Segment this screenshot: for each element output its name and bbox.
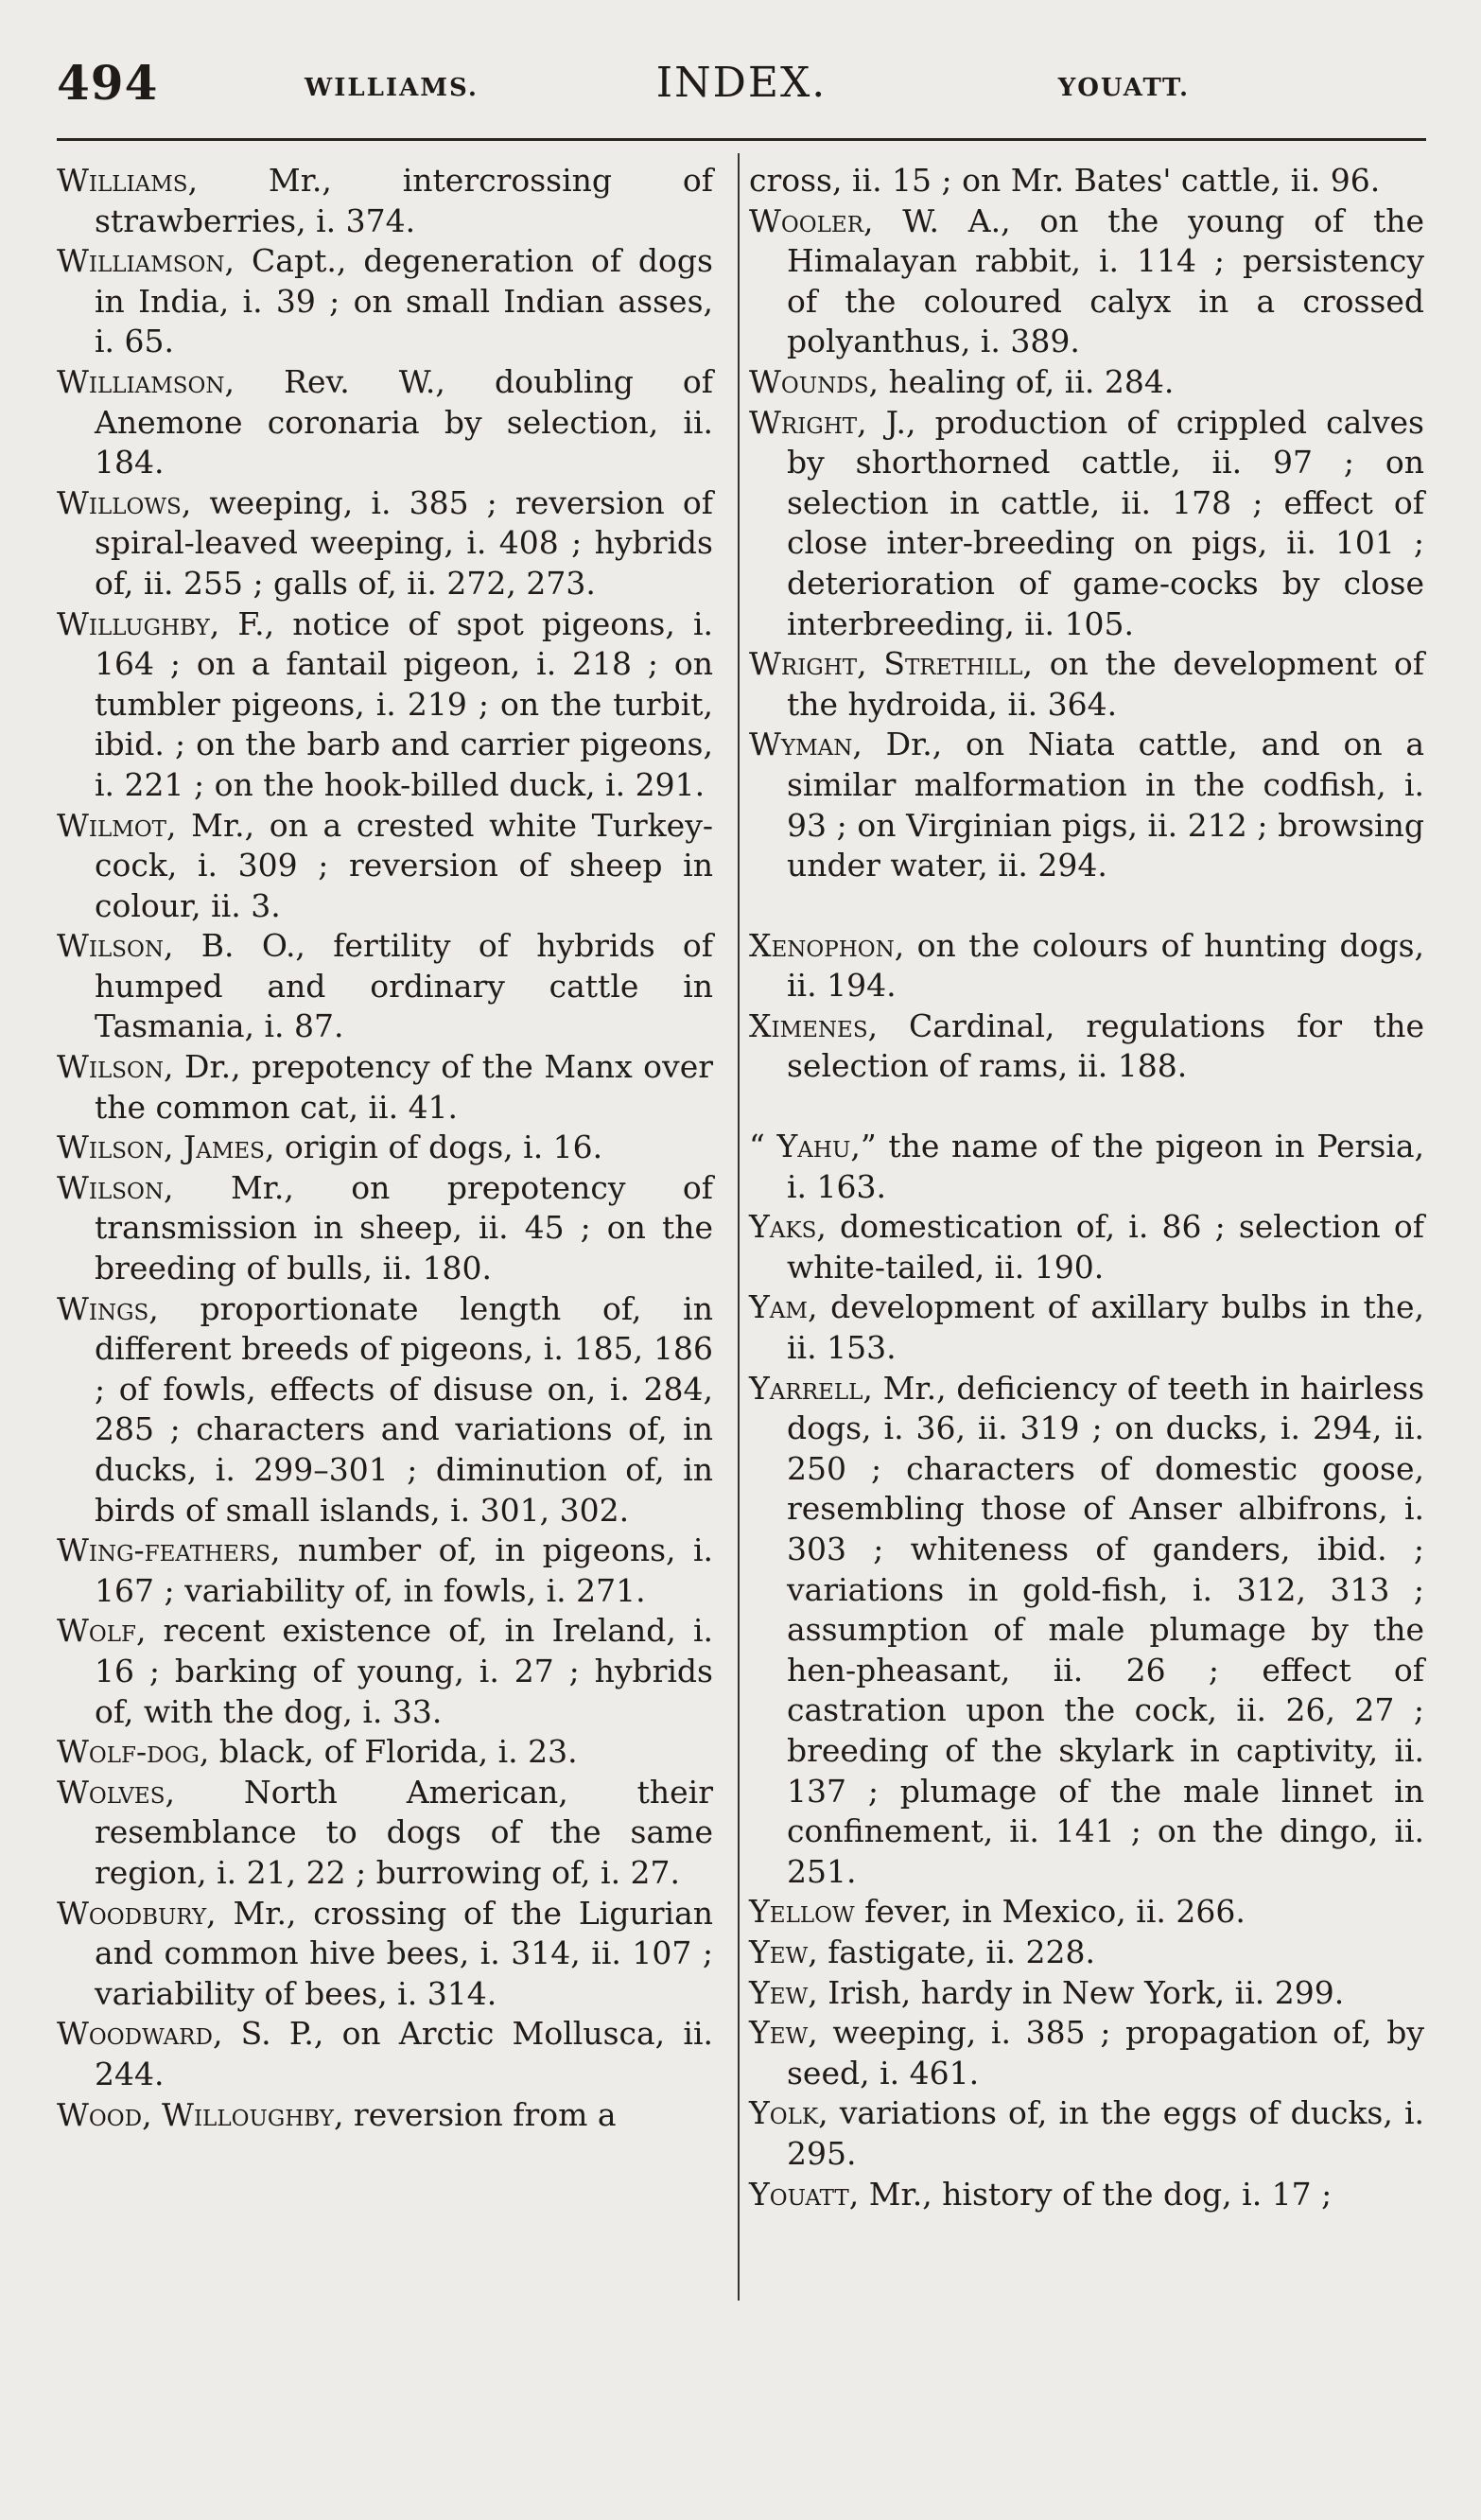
index-entry xyxy=(749,2013,1424,2093)
index-entry-heading: Williamson xyxy=(57,362,225,400)
index-entry-text: , Mr., history of the dog, i. 17 ; xyxy=(848,2175,1333,2213)
index-entry xyxy=(57,806,713,927)
index-entry-heading: “ Yahu,” xyxy=(749,1128,877,1165)
index-entry-heading: Yam xyxy=(749,1288,808,1326)
index-entry-text: , Mr., intercrossing of strawberries, i. 374. xyxy=(95,162,713,239)
left-column xyxy=(57,161,713,2135)
index-entry-text: , Capt., degeneration of dogs in India, i. 39 ; on small Indian asses, i. 65. xyxy=(95,242,713,360)
index-entry-text: , F., notice of spot pigeons, i. 164 ; on a fantail pigeon, i. 218 ; on tumbler pigeons, i. 219 ; on the turbit, ibid. ; on the barb and carrier pigeons, i. 221 ; on the hook-billed duck, i. 291. xyxy=(95,604,713,803)
index-entry-text: , North American, their resemblance to dogs of the same region, i. 21, 22 ; burrowing of, i. 27. xyxy=(95,1773,713,1891)
index-entry-text: , on the colours of hunting dogs, ii. 194. xyxy=(787,926,1424,1005)
index-entry xyxy=(749,1207,1424,1287)
index-entry-text: , Mr., on prepotency of transmission in sheep, ii. 45 ; on the breeding of bulls, ii. 180. xyxy=(95,1168,713,1287)
index-entry-heading: Wilson xyxy=(57,927,165,965)
index-entry xyxy=(57,604,713,806)
index-entry-heading: Yaks xyxy=(749,1208,817,1246)
index-entry-heading: Wolf xyxy=(57,1612,137,1650)
index-entry-text: , number of, in pigeons, i. 167 ; variability of, in fowls, i. 271. xyxy=(95,1531,713,1609)
index-entry-heading: Yew xyxy=(749,2014,809,2052)
index-entry-text: , on the development of the hydroida, ii. 364. xyxy=(787,645,1424,723)
index-entry xyxy=(749,362,1424,403)
index-entry-text: , Rev. W., doubling of Anemone coronaria by selection, ii. 184. xyxy=(95,362,713,481)
index-entry xyxy=(57,1128,713,1168)
index-entry xyxy=(749,1892,1424,1933)
index-entry-text: , origin of dogs, i. 16. xyxy=(264,1129,603,1166)
index-entry xyxy=(749,1933,1424,1973)
index-entry-text: , reversion from a xyxy=(333,2095,617,2133)
header-rule xyxy=(57,138,1426,141)
right-column xyxy=(749,161,1424,2214)
index-entry xyxy=(57,1894,713,2015)
index-entry-heading: Wright, Strethill xyxy=(749,645,1023,683)
section-gap xyxy=(749,886,1424,926)
index-entry xyxy=(57,483,713,604)
index-entry-heading: Wing-feathers xyxy=(57,1531,271,1569)
index-entry-heading: Williamson xyxy=(57,242,225,280)
index-entry-text: , B. O., fertility of hybrids of humped and ordinary cattle in Tasmania, i. 87. xyxy=(95,927,713,1045)
index-entry xyxy=(57,1168,713,1289)
index-entry xyxy=(57,926,713,1047)
index-entry-heading: Wood, Willoughby xyxy=(57,2095,334,2133)
index-entry xyxy=(57,161,713,241)
index-entry-text: , fastigate, ii. 228. xyxy=(808,1933,1095,1970)
index-entry-text: , variations of, in the eggs of ducks, i. 295. xyxy=(787,2094,1424,2172)
index-entry xyxy=(57,2014,713,2094)
index-entry-heading: Wilson, James xyxy=(57,1129,265,1166)
index-entry-heading: Xenophon xyxy=(749,926,895,964)
index-entry-heading: Wounds xyxy=(749,362,869,400)
index-entry xyxy=(749,1369,1424,1893)
index-entry xyxy=(749,725,1424,885)
index-entry xyxy=(57,362,713,483)
index-entry-text: , Dr., prepotency of the Manx over the common cat, ii. 41. xyxy=(95,1048,713,1126)
index-entry-text: , black, of Florida, i. 23. xyxy=(199,1733,578,1771)
index-entry xyxy=(57,1732,713,1773)
index-entry-heading: Willughby xyxy=(57,604,210,642)
index-entry-heading: Willows xyxy=(57,483,182,521)
index-entry xyxy=(749,201,1424,362)
index-entry xyxy=(57,241,713,362)
index-entry-heading: Wings xyxy=(57,1289,149,1327)
index-entry xyxy=(57,1531,713,1611)
index-entry xyxy=(57,1773,713,1894)
index-entry xyxy=(749,1287,1424,1368)
index-entry-text: , Mr., crossing of the Ligurian and common hive bees, i. 314, ii. 107 ; variability of bees, i. 314. xyxy=(95,1894,713,2012)
index-entry-text: , Cardinal, regulations for the selection of rams, ii. 188. xyxy=(787,1006,1424,1085)
index-entry xyxy=(749,161,1424,201)
index-entry-text: , weeping, i. 385 ; propagation of, by seed, i. 461. xyxy=(787,2014,1424,2091)
index-entry xyxy=(749,403,1424,645)
index-entry-heading: Wolf-dog xyxy=(57,1733,200,1771)
index-entry-heading: Yellow xyxy=(749,1893,855,1931)
index-entry-heading: Yarrell xyxy=(749,1369,863,1407)
index-entry-heading: Wolves xyxy=(57,1773,166,1811)
page-header xyxy=(57,55,1426,121)
index-entry-text: , S. P., on Arctic Mollusca, ii. 244. xyxy=(95,2015,713,2092)
index-entry-text: , Irish, hardy in New York, ii. 299. xyxy=(808,1973,1345,2011)
index-entry-heading: Wyman xyxy=(749,726,853,763)
index-entry-heading: Wilson xyxy=(57,1168,165,1206)
index-entry-text: , healing of, ii. 284. xyxy=(868,362,1175,400)
index-entry-heading: Wooler xyxy=(749,201,864,239)
index-entry-text: , J., production of crippled calves by shorthorned cattle, ii. 97 ; on selection in cattle, ii. 178 ; effect of close inter-breeding on pigs, ii. 101 ; deterioration of game-cocks by close interbreeding, ii. 105. xyxy=(787,403,1424,642)
index-entry xyxy=(57,1611,713,1732)
index-entry-heading: Wright xyxy=(749,403,858,441)
index-entry-text: , recent existence of, in Ireland, i. 16 ; barking of young, i. 27 ; hybrids of, with the dog, i. 33. xyxy=(95,1612,713,1730)
index-entry xyxy=(749,1006,1424,1087)
running-head-left: WILLIAMS. xyxy=(305,74,479,102)
index-entry-text: the name of the pigeon in Persia, i. 163. xyxy=(787,1128,1424,1205)
column-divider xyxy=(738,153,740,2301)
index-entry xyxy=(749,1973,1424,2014)
index-entry-heading: Williams xyxy=(57,162,188,199)
index-entry xyxy=(749,644,1424,725)
index-entry-heading: Woodbury xyxy=(57,1894,207,1932)
index-entry-text: , development of axillary bulbs in the, ii. 153. xyxy=(787,1288,1424,1367)
index-entry xyxy=(749,926,1424,1006)
index-entry-heading: Yew xyxy=(749,1973,809,2011)
index-entry xyxy=(749,2093,1424,2174)
index-entry-text: , Mr., deficiency of teeth in hairless dogs, i. 36, ii. 319 ; on ducks, i. 294, ii. 250 ; characters of domestic goose, resembling those of Anser albifrons, i. 303 ; whiteness of ganders, ibid. ; variations in gold-fish, i. 312, 313 ; assumption of male plumage by the hen-pheasant, ii. 26 ; effect of castration upon the cock, ii. 26, 27 ; breeding of the skylark in captivity, ii. 137 ; plumage of the male linnet in confinement, ii. 141 ; on the dingo, ii. 251. xyxy=(787,1369,1424,1890)
index-entry-text: , W. A., on the young of the Himalayan rabbit, i. 114 ; persistency of the coloured calyx in a crossed polyanthus, i. 389. xyxy=(787,201,1424,360)
index-entry-heading: Ximenes xyxy=(749,1006,868,1044)
index-entry-heading: Yolk xyxy=(749,2094,819,2132)
index-entry-text: , domestication of, i. 86 ; selection of white-tailed, ii. 190. xyxy=(787,1208,1424,1286)
index-entry-text: , Mr., on a crested white Turkey-cock, i. 309 ; reversion of sheep in colour, ii. 3. xyxy=(95,806,713,924)
index-entry-heading: Wilmot xyxy=(57,806,167,844)
index-entry xyxy=(57,1047,713,1128)
index-entry xyxy=(57,2095,713,2136)
index-entry-heading: Woodward xyxy=(57,2015,213,2053)
index-entry-heading: Youatt xyxy=(749,2175,849,2213)
index-entry-heading: Yew xyxy=(749,1933,809,1970)
running-head-title: INDEX. xyxy=(655,59,828,107)
index-entry xyxy=(57,1289,713,1531)
index-entry-text: cross, ii. 15 ; on Mr. Bates' cattle, ii. 96. xyxy=(749,162,1381,199)
section-gap xyxy=(749,1087,1424,1127)
running-head-right: YOUATT. xyxy=(1057,74,1190,102)
index-entry-heading: Wilson xyxy=(57,1048,165,1086)
index-entry-text: , weeping, i. 385 ; reversion of spiral-leaved weeping, i. 408 ; hybrids of, ii. 255 ; galls of, ii. 272, 273. xyxy=(95,483,713,602)
index-entry xyxy=(749,2175,1424,2215)
index-entry xyxy=(749,1127,1424,1207)
page-number: 494 xyxy=(57,55,159,111)
index-entry-text: , Dr., on Niata cattle, and on a similar malformation in the codfish, i. 93 ; on Virginian pigs, ii. 212 ; browsing under water, ii. 294. xyxy=(787,726,1424,884)
index-entry-text: , proportionate length of, in different breeds of pigeons, i. 185, 186 ; of fowls, effects of disuse on, i. 284, 285 ; characters and variations of, in ducks, i. 299–301 ; diminution of, in birds of small islands, i. 301, 302. xyxy=(95,1289,713,1529)
index-entry-text: fever, in Mexico, ii. 266. xyxy=(854,1893,1246,1931)
